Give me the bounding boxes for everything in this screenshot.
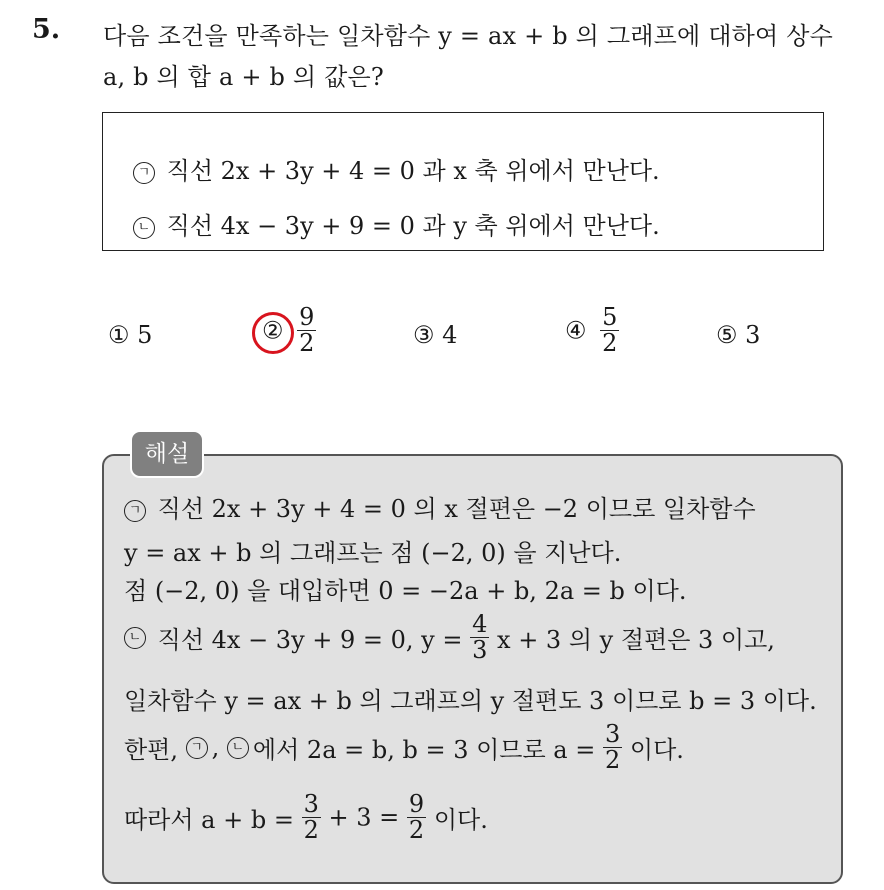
- explanation-line-7: [124, 792, 488, 843]
- choice-value-1: 5: [137, 321, 153, 349]
- condition-1: [133, 151, 660, 186]
- explanation-numerator-6: 3: [604, 720, 621, 748]
- explanation-line-5: 일차함수 y = ax + b 의 그래프의 y 절편도 3 이므로 b = 3 이다.: [124, 687, 817, 715]
- explanation-fraction-7b: [407, 792, 426, 843]
- explanation-marker-1: ㄱ: [124, 500, 146, 522]
- explanation-text-6a: 한편,: [124, 736, 178, 765]
- condition-2: [133, 206, 660, 241]
- explanation-denominator-6: 2: [604, 746, 621, 775]
- condition-marker-1: ㄱ: [133, 162, 155, 184]
- choice-number-1: ①: [108, 321, 130, 349]
- explanation-marker-6b: ㄴ: [227, 737, 249, 759]
- explanation-denominator-7b: 2: [408, 816, 425, 845]
- choice-denominator-4: 2: [602, 329, 618, 358]
- explanation-marker-4: ㄴ: [124, 627, 146, 649]
- condition-text-1: 직선 2x + 3y + 4 = 0 과 x 축 위에서 만난다.: [166, 157, 660, 185]
- choice-number-3: ③: [413, 321, 435, 349]
- explanation-fraction-6: [603, 722, 622, 773]
- choice-value-3: 4: [442, 321, 458, 349]
- choice-number-4: ④: [565, 316, 587, 345]
- choice-numerator-2: 9: [299, 303, 315, 331]
- explanation-text-6c: 이다.: [629, 736, 684, 765]
- choice-number-5: ⑤: [716, 321, 738, 349]
- conditions-box: [102, 112, 824, 251]
- choice-number-2: ②: [262, 316, 284, 345]
- choice-denominator-2: 2: [299, 329, 315, 358]
- question-number: 5.: [32, 14, 61, 45]
- explanation-line-6: [124, 722, 684, 773]
- explanation-line-3: 점 (−2, 0) 을 대입하면 0 = −2a + b, 2a = b 이다.: [124, 577, 687, 605]
- choice-value-5: 3: [745, 321, 761, 349]
- explanation-sep-6: ,: [211, 733, 220, 762]
- choice-fraction-4: [600, 305, 619, 356]
- choice-1[interactable]: [108, 321, 152, 349]
- choice-2[interactable]: [262, 305, 316, 356]
- choice-fraction-2: [297, 305, 316, 356]
- condition-text-2: 직선 4x − 3y + 9 = 0 과 y 축 위에서 만난다.: [166, 212, 660, 240]
- choice-5[interactable]: [716, 321, 760, 349]
- explanation-tag: 해설: [130, 430, 204, 478]
- choice-numerator-4: 5: [602, 303, 618, 331]
- choice-3[interactable]: [413, 321, 457, 349]
- explanation-text-7b: + 3 =: [328, 803, 400, 832]
- explanation-text-4b: x + 3 의 y 절편은 3 이고,: [497, 626, 775, 655]
- explanation-fraction-7a: [302, 792, 321, 843]
- explanation-text-7a: 따라서 a + b =: [124, 806, 294, 835]
- explanation-line-1: [124, 489, 756, 524]
- explanation-denominator-4: 3: [472, 636, 488, 665]
- choice-4[interactable]: [565, 305, 619, 356]
- condition-marker-2: ㄴ: [133, 217, 155, 239]
- explanation-text-6b: 에서 2a = b, b = 3 이므로 a =: [252, 736, 596, 765]
- explanation-line-4: [124, 612, 775, 663]
- explanation-numerator-7a: 3: [303, 790, 319, 818]
- explanation-numerator-7b: 9: [408, 790, 425, 818]
- explanation-numerator-4: 4: [472, 610, 488, 638]
- explanation-fraction-4: [470, 612, 489, 663]
- explanation-text-1: 직선 2x + 3y + 4 = 0 의 x 절편은 −2 이므로 일차함수: [157, 495, 756, 523]
- explanation-line-2: y = ax + b 의 그래프는 점 (−2, 0) 을 지난다.: [124, 539, 622, 567]
- explanation-text-4a: 직선 4x − 3y + 9 = 0, y =: [157, 626, 463, 655]
- explanation-marker-6a: ㄱ: [186, 737, 208, 759]
- question-text-line1: 다음 조건을 만족하는 일차함수 y = ax + b 의 그래프에 대하여 상수: [103, 22, 833, 50]
- explanation-text-7c: 이다.: [433, 806, 488, 835]
- explanation-denominator-7a: 2: [303, 816, 319, 845]
- question-text-line2: a, b 의 합 a + b 의 값은?: [103, 63, 384, 91]
